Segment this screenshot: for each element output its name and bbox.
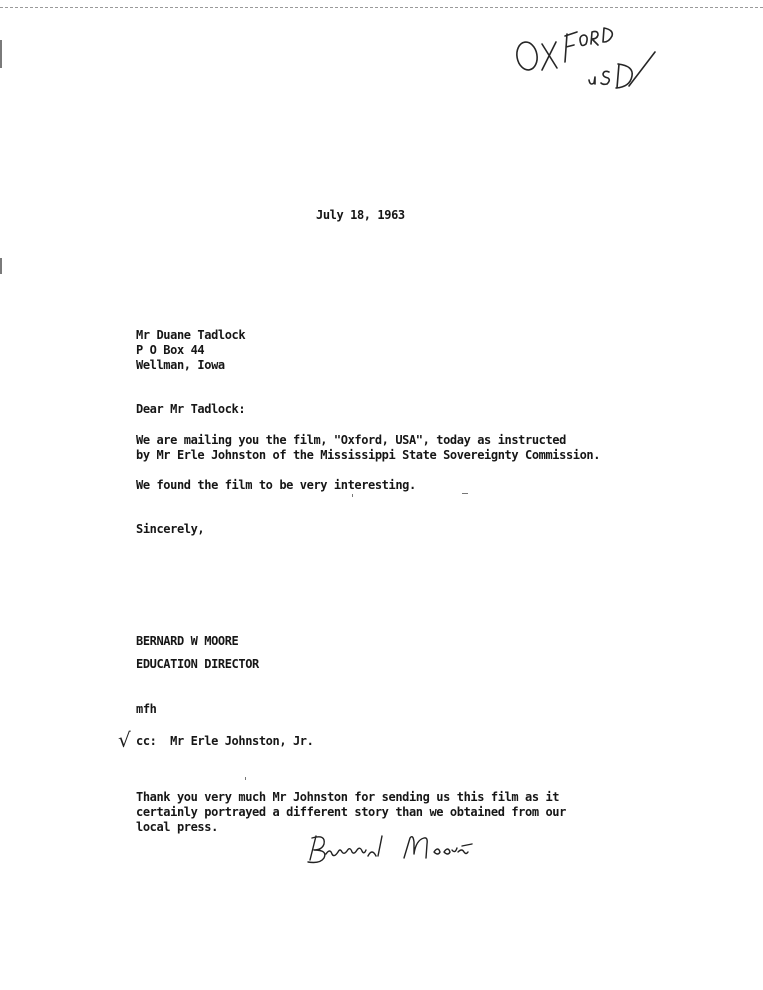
handwritten-oxford-usa-note [505,22,665,92]
scan-speck [352,494,353,497]
signer-name: BERNARD W MOORE [136,634,239,648]
body-line: We found the film to be very interesting. [136,478,416,492]
letter-date: July 18, 1963 [316,208,405,222]
cc-check-mark: √ [118,728,131,752]
salutation: Dear Mr Tadlock: [136,402,246,416]
scan-margin-mark [0,258,2,274]
scan-speck [462,493,468,494]
postscript-line: local press. [136,820,218,834]
recipient-name: Mr Duane Tadlock [136,328,246,342]
typist-initials: mfh [136,702,157,716]
signer-title: EDUCATION DIRECTOR [136,657,259,671]
postscript-line: Thank you very much Mr Johnston for sending us this film as it [136,790,560,804]
cc-line: cc: Mr Erle Johnston, Jr. [136,734,314,748]
recipient-city: Wellman, Iowa [136,358,225,372]
body-line: by Mr Erle Johnston of the Mississippi State Sovereignty Commission. [136,448,601,462]
closing: Sincerely, [136,522,205,536]
scan-margin-mark [0,40,2,68]
body-line: We are mailing you the film, "Oxford, USA", today as instructed [136,433,566,447]
postscript-line: certainly portrayed a different story than we obtained from our [136,805,566,819]
handwritten-signature [302,830,502,866]
recipient-po-box: P O Box 44 [136,343,205,357]
scan-speck [245,777,246,780]
scan-edge-line [0,7,763,8]
